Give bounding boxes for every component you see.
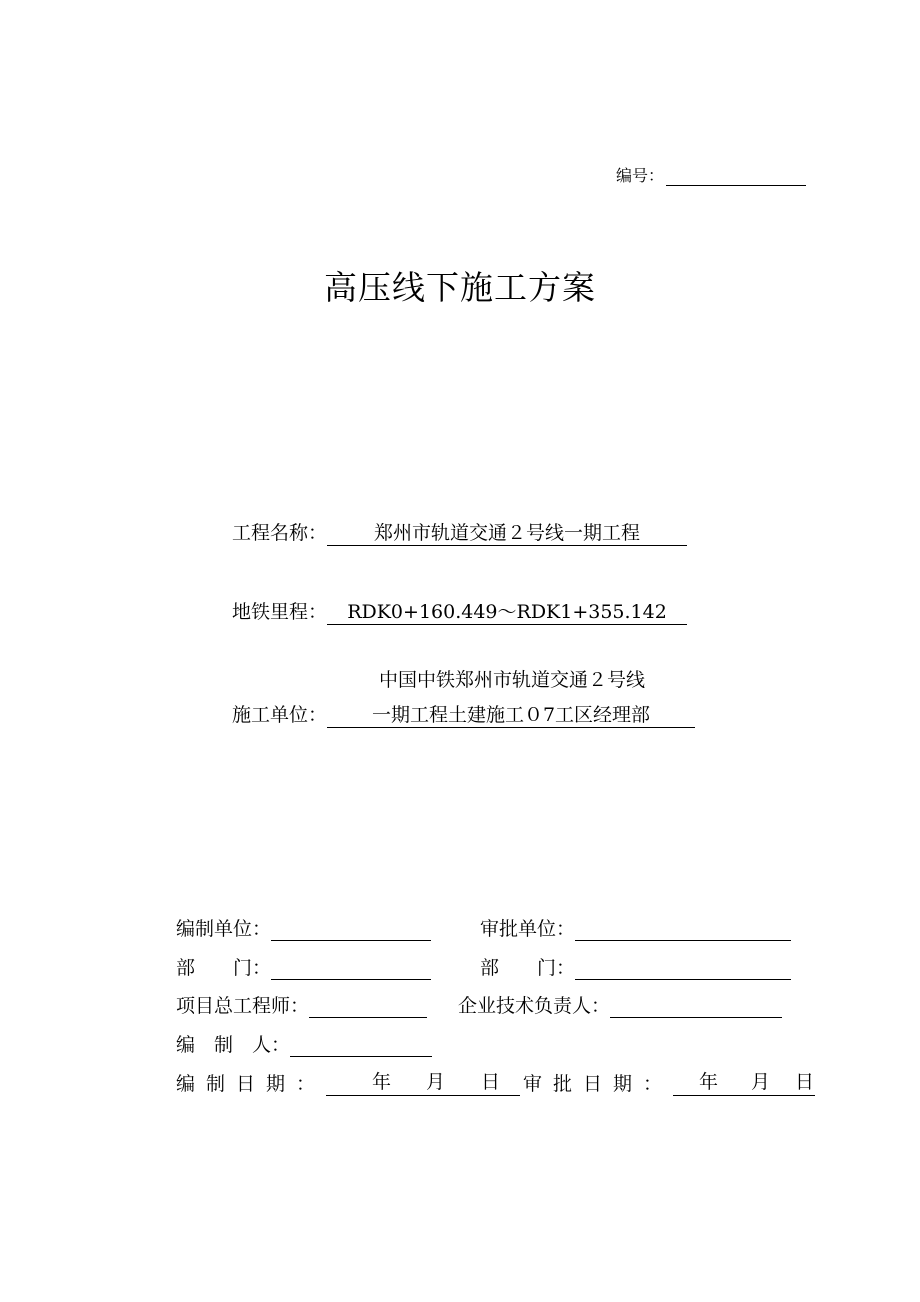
compiler-label: 编 制 人：: [176, 1034, 291, 1056]
unit-value-line2: 一期工程土建施工０7工区经理部: [327, 700, 695, 728]
compile-date-month: 月: [426, 1071, 446, 1093]
construction-unit-label: 施工单位：: [232, 704, 328, 726]
dept-left-label: 部 门：: [176, 957, 272, 979]
approve-unit-row: [480, 914, 791, 941]
compile-date-label: 编制日期：: [176, 1073, 327, 1095]
tech-lead-row: [458, 991, 782, 1018]
compile-unit-blank: [271, 920, 431, 941]
unit-value-line1: 中国中铁郑州市轨道交通２号线: [379, 669, 646, 691]
approve-date-blank: [673, 1071, 815, 1096]
dept-right-label: 部 门：: [480, 957, 576, 979]
project-name-value: 郑州市轨道交通２号线一期工程: [327, 518, 687, 546]
approve-date-row: [523, 1069, 815, 1096]
compile-date-year: 年: [372, 1071, 392, 1093]
approve-date-day: 日: [795, 1071, 815, 1093]
chief-engineer-label: 项目总工程师：: [176, 995, 310, 1017]
mileage-value: RDK0+160.449～RDK1+355.142: [327, 597, 687, 625]
chief-engineer-row: [176, 991, 427, 1018]
approve-date-label: 审批日期：: [523, 1073, 674, 1095]
tech-lead-blank: [610, 997, 782, 1018]
document-title: 高压线下施工方案: [324, 268, 596, 307]
compile-date-day: 日: [481, 1071, 501, 1093]
tech-lead-label: 企业技术负责人：: [458, 995, 611, 1017]
compile-date-row: [176, 1069, 520, 1096]
compile-unit-label: 编制单位：: [176, 918, 272, 940]
approve-date-month: 月: [751, 1071, 771, 1093]
dept-left-row: [176, 953, 431, 980]
construction-unit-row: [232, 700, 695, 728]
approve-unit-blank: [575, 920, 791, 941]
serial-label: 编号：: [616, 166, 665, 185]
mileage-label: 地铁里程：: [232, 601, 328, 623]
project-name-row: [232, 518, 687, 546]
project-name-label: 工程名称：: [232, 522, 328, 544]
serial-blank: [666, 169, 806, 186]
approve-date-year: 年: [699, 1071, 719, 1093]
dept-left-blank: [271, 959, 431, 980]
chief-engineer-blank: [309, 997, 427, 1018]
mileage-row: [232, 597, 687, 625]
dept-right-row: [480, 953, 791, 980]
compiler-row: [176, 1030, 432, 1057]
compiler-blank: [290, 1036, 432, 1057]
compile-unit-row: [176, 914, 431, 941]
serial-number: [616, 163, 806, 186]
dept-right-blank: [575, 959, 791, 980]
compile-date-blank: [326, 1071, 520, 1096]
approve-unit-label: 审批单位：: [480, 918, 576, 940]
